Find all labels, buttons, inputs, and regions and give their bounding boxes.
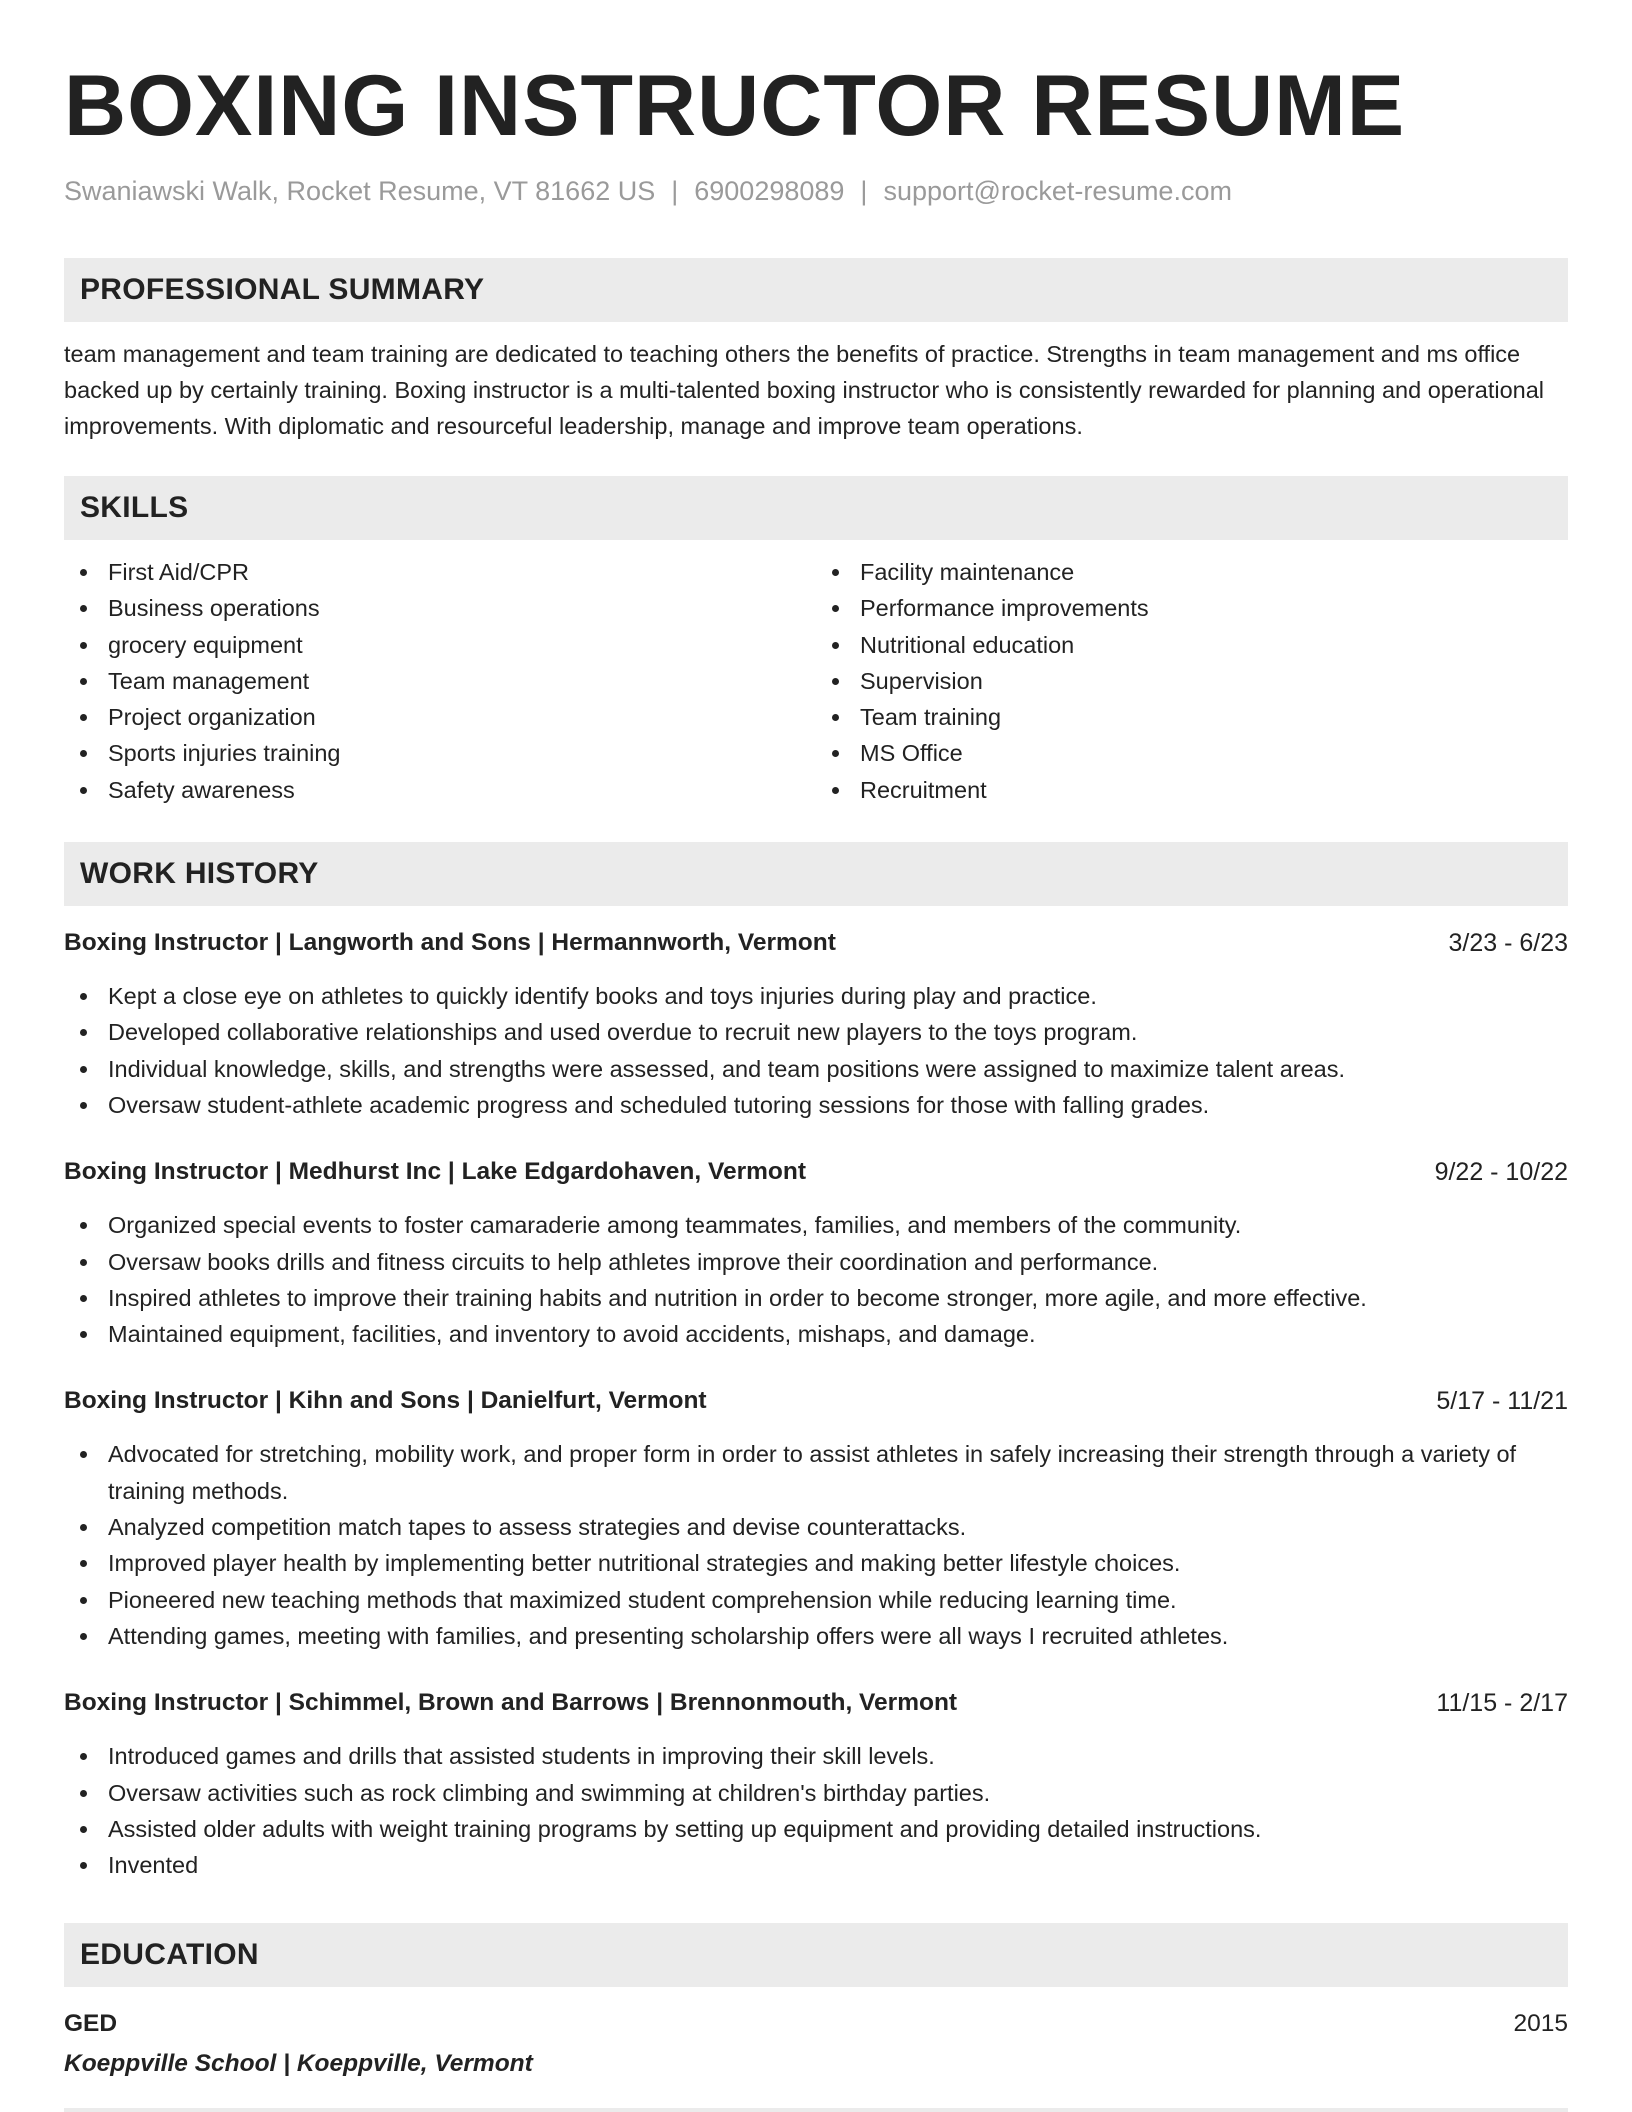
skill-item: grocery equipment [108,627,816,663]
skill-item: Recruitment [860,772,1568,808]
contact-separator: | [671,176,679,206]
job-title: Boxing Instructor | Medhurst Inc | Lake Edgardohaven, Vermont [64,1158,807,1186]
job-bullet: Oversaw books drills and fitness circuits to help athletes improve their coordination and performance. [108,1244,1568,1280]
job-title: Boxing Instructor | Kihn and Sons | Danielfurt, Vermont [64,1387,707,1415]
job-bullet: Pioneered new teaching methods that maximized student comprehension while reducing learning time. [108,1582,1568,1618]
job-header [64,1155,1568,1189]
skills-column-right [816,554,1568,808]
skill-item: Performance improvements [860,590,1568,626]
job-bullet: Kept a close eye on athletes to quickly identify books and toys injuries during play and practice. [108,978,1568,1014]
contact-phone: 6900298089 [694,176,845,206]
contact-line [64,174,1568,208]
bottom-divider [64,2108,1568,2112]
skill-item: Project organization [108,699,816,735]
education-header [64,2007,1568,2041]
job-bullet: Inspired athletes to improve their training habits and nutrition in order to become stronger, more agile, and more effective. [108,1280,1568,1316]
skill-item: Team training [860,699,1568,735]
section-heading-skills: SKILLS [64,476,1568,540]
job-bullet: Oversaw activities such as rock climbing and swimming at children's birthday parties. [108,1775,1568,1811]
education-degree: GED [64,2010,118,2038]
job-bullet: Individual knowledge, skills, and strengths were assessed, and team positions were assigned to maximize talent areas. [108,1051,1568,1087]
job-header [64,1686,1568,1720]
skill-item: Supervision [860,663,1568,699]
job-title: Boxing Instructor | Langworth and Sons | Hermannworth, Vermont [64,929,836,957]
job-entry [64,1384,1568,1654]
job-dates: 9/22 - 10/22 [1434,1158,1568,1187]
education-year: 2015 [1513,2010,1568,2038]
job-bullets [64,1207,1568,1352]
job-bullet: Organized special events to foster camaraderie among teammates, families, and members of the community. [108,1207,1568,1243]
job-bullet: Attending games, meeting with families, and presenting scholarship offers were all ways I recruited athletes. [108,1618,1568,1654]
skill-item: MS Office [860,735,1568,771]
skill-item: Team management [108,663,816,699]
summary-text: team management and team training are dedicated to teaching others the benefits of practice. Strengths in team management and ms office backed up by certainly training. Boxing instructor is a multi-talented boxing instructor who is consistently rewarded for planning and operational improvements. With diplomatic and resourceful leadership, manage and improve team operations. [64,341,1544,439]
job-bullet: Maintained equipment, facilities, and inventory to avoid accidents, mishaps, and damage. [108,1316,1568,1352]
skill-item: Nutritional education [860,627,1568,663]
skill-item: Facility maintenance [860,554,1568,590]
job-header [64,926,1568,960]
skills-column-left [64,554,816,808]
job-bullet: Assisted older adults with weight training programs by setting up equipment and providing detailed instructions. [108,1811,1568,1847]
job-bullet: Developed collaborative relationships and used overdue to recruit new players to the toys program. [108,1014,1568,1050]
job-bullets [64,978,1568,1123]
job-header [64,1384,1568,1418]
contact-email: support@rocket-resume.com [883,176,1232,206]
section-heading-summary: PROFESSIONAL SUMMARY [64,258,1568,322]
job-bullet: Introduced games and drills that assisted students in improving their skill levels. [108,1738,1568,1774]
job-dates: 3/23 - 6/23 [1448,929,1568,958]
skill-item: Sports injuries training [108,735,816,771]
job-title: Boxing Instructor | Schimmel, Brown and Barrows | Brennonmouth, Vermont [64,1689,958,1717]
job-dates: 11/15 - 2/17 [1436,1689,1568,1718]
section-heading-education: EDUCATION [64,1923,1568,1987]
job-entry [64,1155,1568,1352]
skill-item: Safety awareness [108,772,816,808]
job-bullet: Improved player health by implementing better nutritional strategies and making better lifestyle choices. [108,1545,1568,1581]
job-bullet: Analyzed competition match tapes to assess strategies and devise counterattacks. [108,1509,1568,1545]
education-school: Koeppville School | Koeppville, Vermont [64,2050,533,2078]
job-entry [64,926,1568,1123]
contact-address: Swaniawski Walk, Rocket Resume, VT 81662 US [64,176,656,206]
skill-item: First Aid/CPR [108,554,816,590]
job-bullet: Oversaw student-athlete academic progress and scheduled tutoring sessions for those with falling grades. [108,1087,1568,1123]
job-dates: 5/17 - 11/21 [1436,1387,1568,1416]
section-heading-work-history: WORK HISTORY [64,842,1568,906]
job-bullets [64,1738,1568,1883]
job-entry [64,1686,1568,1883]
resume-title: BOXING INSTRUCTOR RESUME [64,58,1406,154]
skills-list [64,554,1568,808]
contact-separator: | [860,176,868,206]
job-bullet: Invented [108,1847,1568,1883]
skill-item: Business operations [108,590,816,626]
job-bullets [64,1436,1568,1654]
job-bullet: Advocated for stretching, mobility work, and proper form in order to assist athletes in safely increasing their strength through a variety of training methods. [108,1436,1568,1509]
